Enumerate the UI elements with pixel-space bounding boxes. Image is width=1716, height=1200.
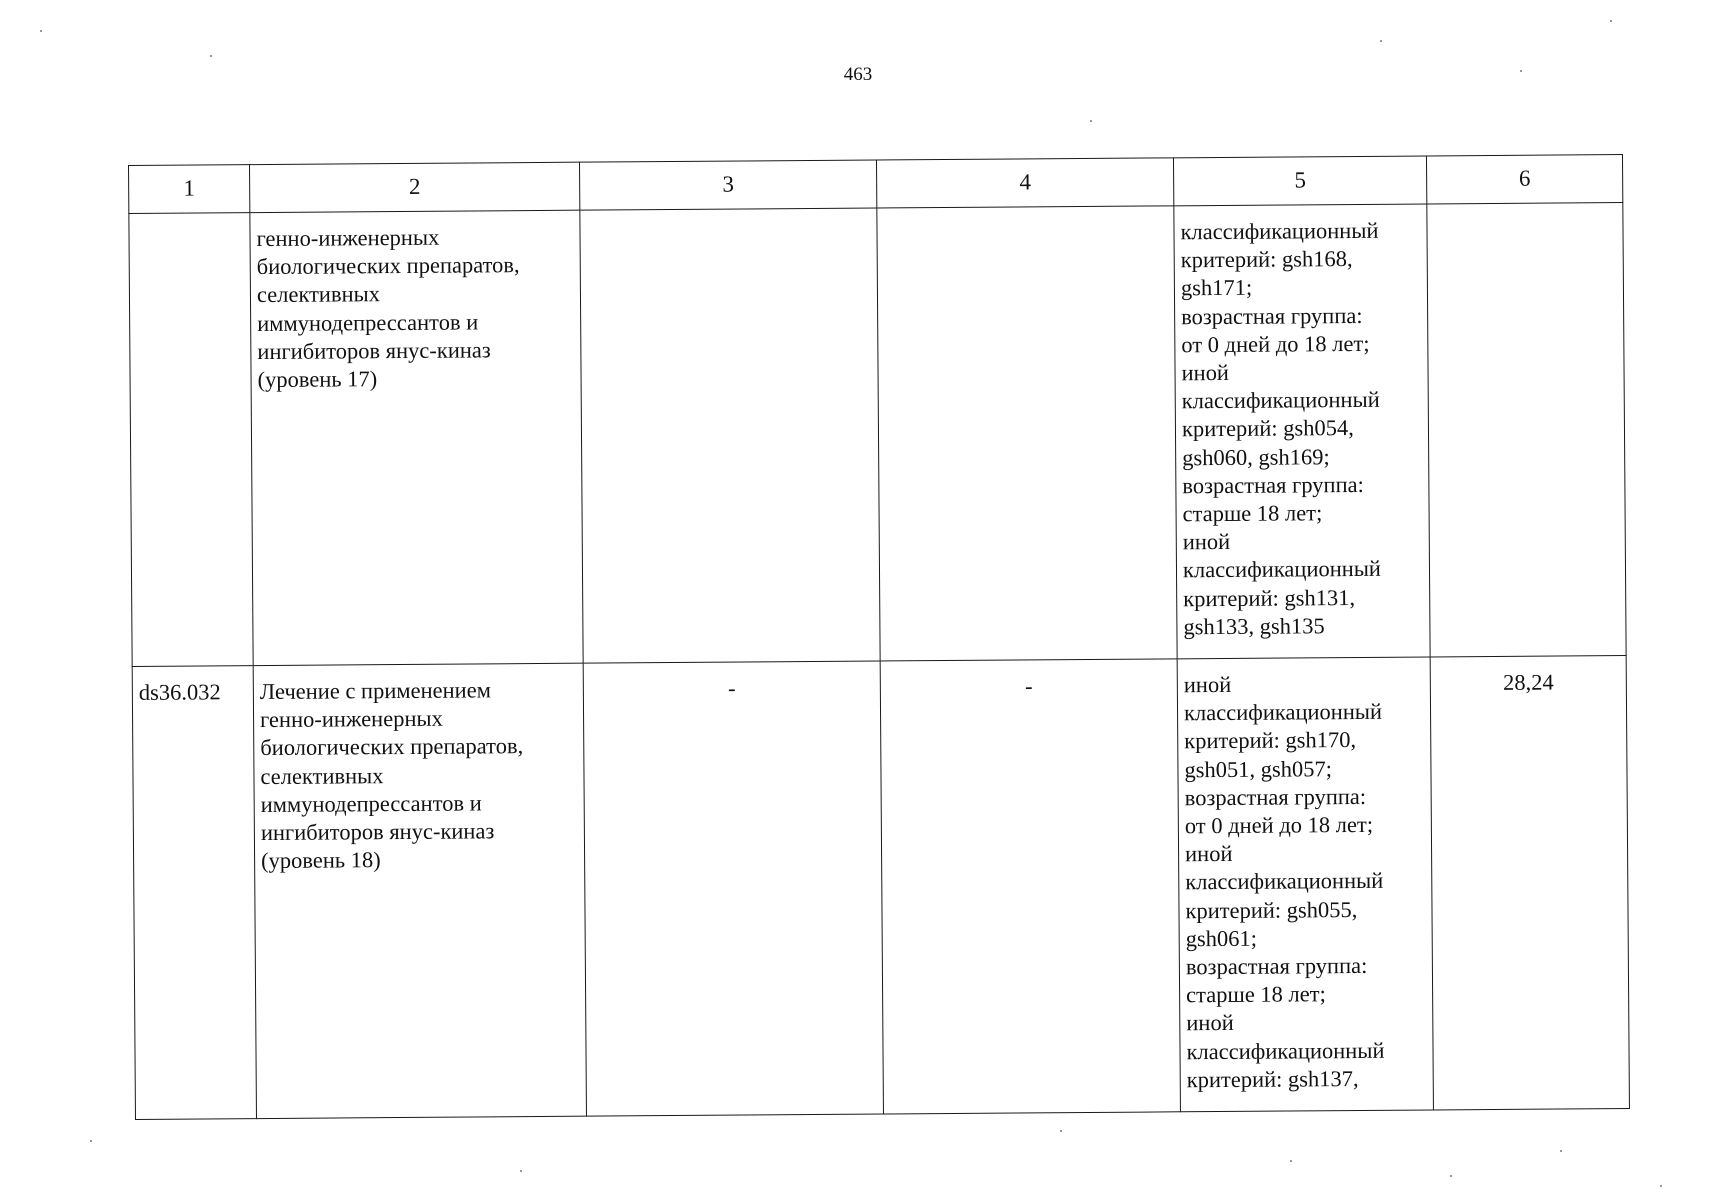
table-row (132, 656, 1629, 1120)
col4-cell: - (880, 659, 1180, 1114)
code-cell (129, 213, 253, 667)
coefficient-cell (1427, 203, 1626, 657)
header-cell: 1 (129, 165, 250, 214)
tariff-table (128, 154, 1630, 1120)
col4-cell (877, 206, 1177, 661)
header-cell: 3 (579, 160, 876, 210)
criteria-cell: классификационный критерий: gsh168, gsh171; возрастная группа: от 0 дней до 18 лет; иной классификационный критерий: gsh054, gsh060, gsh169; возрастная группа: старше 18 лет; иной классификационный критерий: gsh131, gsh133, gsh135 (1174, 204, 1430, 659)
table-row (129, 203, 1626, 667)
header-cell: 5 (1173, 156, 1426, 206)
name-cell: генно-инженерных биологических препаратов, селективных иммунодепрессантов и ингибиторов янус-киназ (уровень 17) (250, 210, 583, 665)
code-cell: ds36.032 (132, 666, 256, 1120)
col3-cell: - (583, 661, 883, 1116)
page-number: 463 (843, 64, 873, 85)
header-cell: 6 (1426, 155, 1622, 204)
col3-cell (580, 208, 880, 663)
header-cell: 4 (876, 158, 1173, 208)
criteria-cell: иной классификационный критерий: gsh170, gsh051, gsh057; возрастная группа: от 0 дней до 18 лет; иной классификационный критерий: gsh055, gsh061; возрастная группа: старше 18 лет; иной классификационный критерий: gsh137, (1177, 657, 1433, 1112)
name-cell: Лечение с применением генно-инженерных биологических препаратов, селективных иммунодепрессантов и ингибиторов янус-киназ (уровень 18) (253, 663, 586, 1118)
coefficient-cell: 28,24 (1430, 656, 1629, 1110)
header-cell: 2 (250, 162, 580, 212)
